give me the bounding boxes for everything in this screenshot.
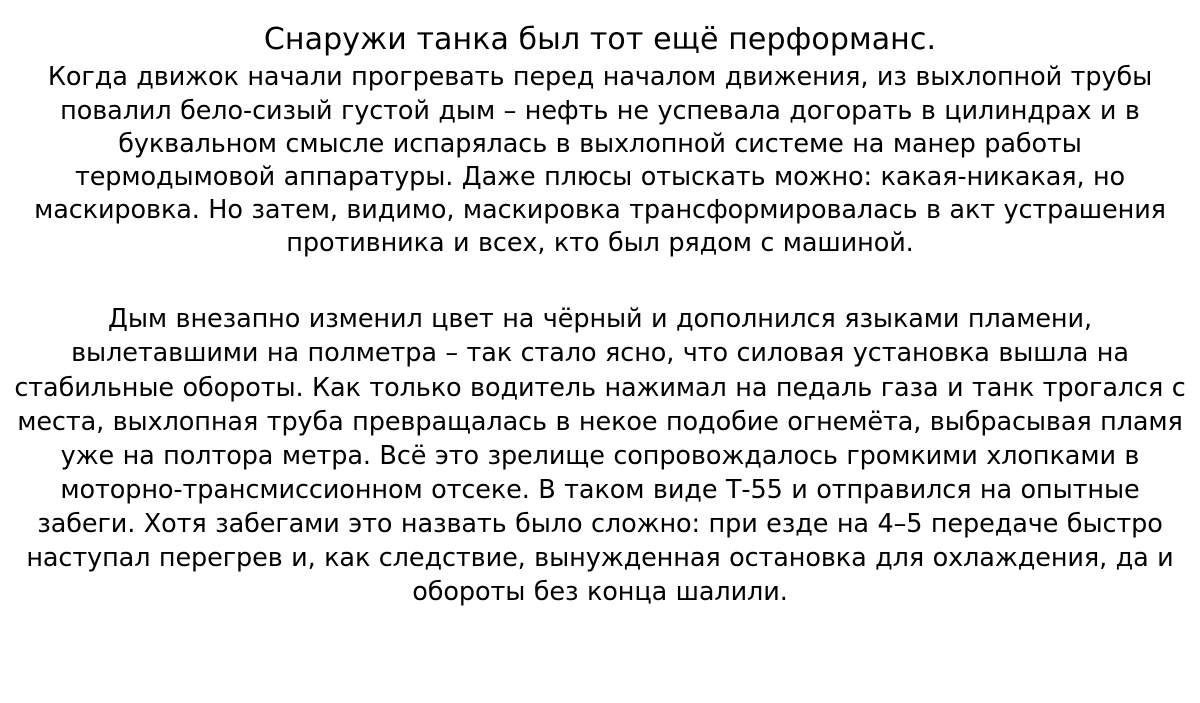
paragraph-2: Дым внезапно изменил цвет на чёрный и дополнился языками пламени, вылетавшими на полметра – так стало ясно, что силовая установка вышла на стабильные обороты. Как только водитель нажимал на педаль газа и танк трогался с места, выхлопная труба превращалась в некое подобие огнемёта, выбрасывая пламя уже на полтора метра. Всё это зрелище сопровождалось громкими хлопками в моторно-трансмиссионном отсеке. В таком виде Т-55 и отправился на опытные забеги. Хотя забегами это назвать было сложно: при езде на 4–5 передаче быстро наступал перегрев и, как следствие, вынужденная остановка для охлаждения, да и обороты без конца шалили. [14, 304, 1186, 608]
page-title: Снаружи танка был тот ещё перформанс. [263, 22, 937, 57]
paragraph-spacer [14, 260, 1186, 302]
paragraph-1: Когда движок начали прогревать перед началом движения, из выхлопной трубы повалил бело-сизый густой дым – нефть не успевала догорать в цилиндрах и в буквальном смысле испарялась в выхлопной системе на манер работы термодымовой аппаратуры. Даже плюсы отыскать можно: какая-никакая, но маскировка. Но затем, видимо, маскировка трансформировалась в акт устрашения противника и всех, кто был рядом с машиной. [34, 62, 1166, 259]
